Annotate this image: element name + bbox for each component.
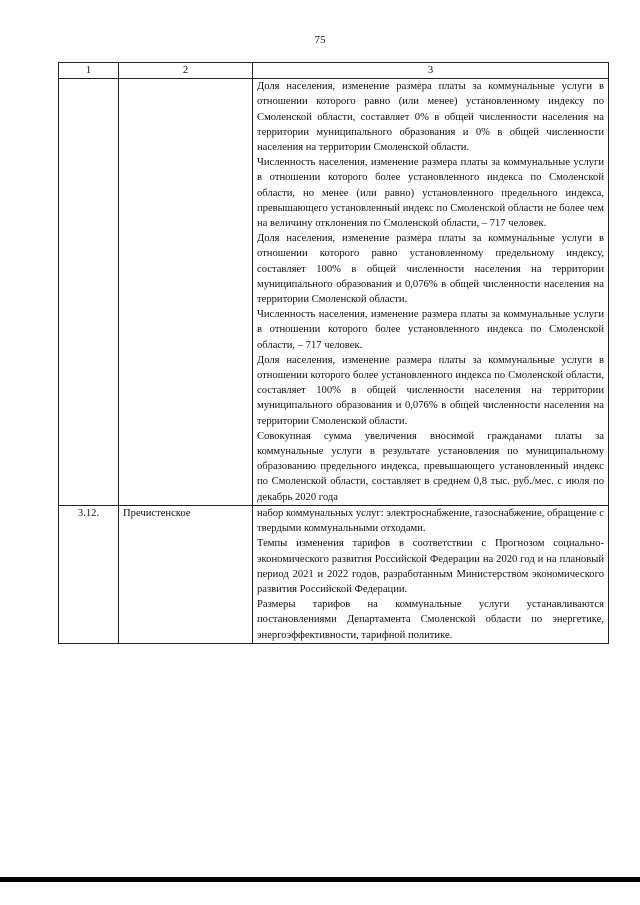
municipality-name-cell: [119, 79, 253, 506]
description-paragraph: Темпы изменения тарифов в соответствии с Прогнозом социально-экономического развития Российской Федерации на 2020 год и на плановый период 2021 и 2022 годов, разработанным Министерством экономического развития Российской Федерации.: [257, 538, 604, 595]
bottom-rule: [0, 877, 640, 882]
description-paragraph: Доля населения, изменение размера платы за коммунальные услуги в отношении которого более установленного индекса по Смоленской области, составляет 100% в общей численности населения на территории муниципального образования и 0,076% в общей численности населения на территории Смоленской области.: [257, 354, 604, 427]
column-header-1: 1: [59, 63, 119, 79]
description-paragraph: Совокупная сумма увеличения вносимой гражданами платы за коммунальные услуги в результате установления по муниципальному образованию предельного индекса, превышающего установленный индекс по Смоленской области, составляет в среднем 0,8 тыс. руб./мес. с июля по декабрь 2020 года: [257, 430, 604, 503]
table-header-row: [59, 63, 609, 79]
description-paragraph: Численность населения, изменение размера платы за коммунальные услуги в отношении которого более установленного индекса по Смоленской области, но менее (или равно) установленного предельного индекса, превышающего установленный индекс по Смоленской области не более чем на величину отклонения по Смоленской области, – 717 человек.: [257, 157, 604, 230]
description-paragraph: Доля населения, изменение размера платы за коммунальные услуги в отношении которого равно (или менее) установленному индексу по Смоленской области, составляет 0% в общей численности населения на территории муниципального образования и 0% в общей численности населения на территории Смоленской области.: [257, 81, 604, 154]
description-cell: [253, 505, 609, 643]
table-row: [59, 505, 609, 643]
description-paragraph: набор коммунальных услуг: электроснабжение, газоснабжение, обращение с твердыми коммунальными отходами.: [257, 507, 604, 535]
row-number-cell: [59, 79, 119, 506]
row-number-cell: 3.12.: [59, 505, 119, 643]
column-header-3: 3: [253, 63, 609, 79]
description-paragraph: Размеры тарифов на коммунальные услуги устанавливаются постановлениями Департамента Смоленской области по энергетике, энергоэффективности, тарифной политике.: [257, 599, 604, 641]
description-paragraph: Доля населения, изменение размера платы за коммунальные услуги в отношении которого равно установленному предельному индексу, составляет 100% в общей численности населения на территории муниципального образования и 0,076% в общей численности населения на территории Смоленской области.: [257, 233, 604, 306]
document-table: [58, 62, 609, 644]
column-header-2: 2: [119, 63, 253, 79]
description-paragraph: Численность населения, изменение размера платы за коммунальные услуги в отношении которого более установленного индекса по Смоленской области, – 717 человек.: [257, 309, 604, 351]
municipality-name-cell: Пречистенское: [119, 505, 253, 643]
description-cell: [253, 79, 609, 506]
table-row: [59, 79, 609, 506]
page-number: 75: [314, 34, 326, 46]
